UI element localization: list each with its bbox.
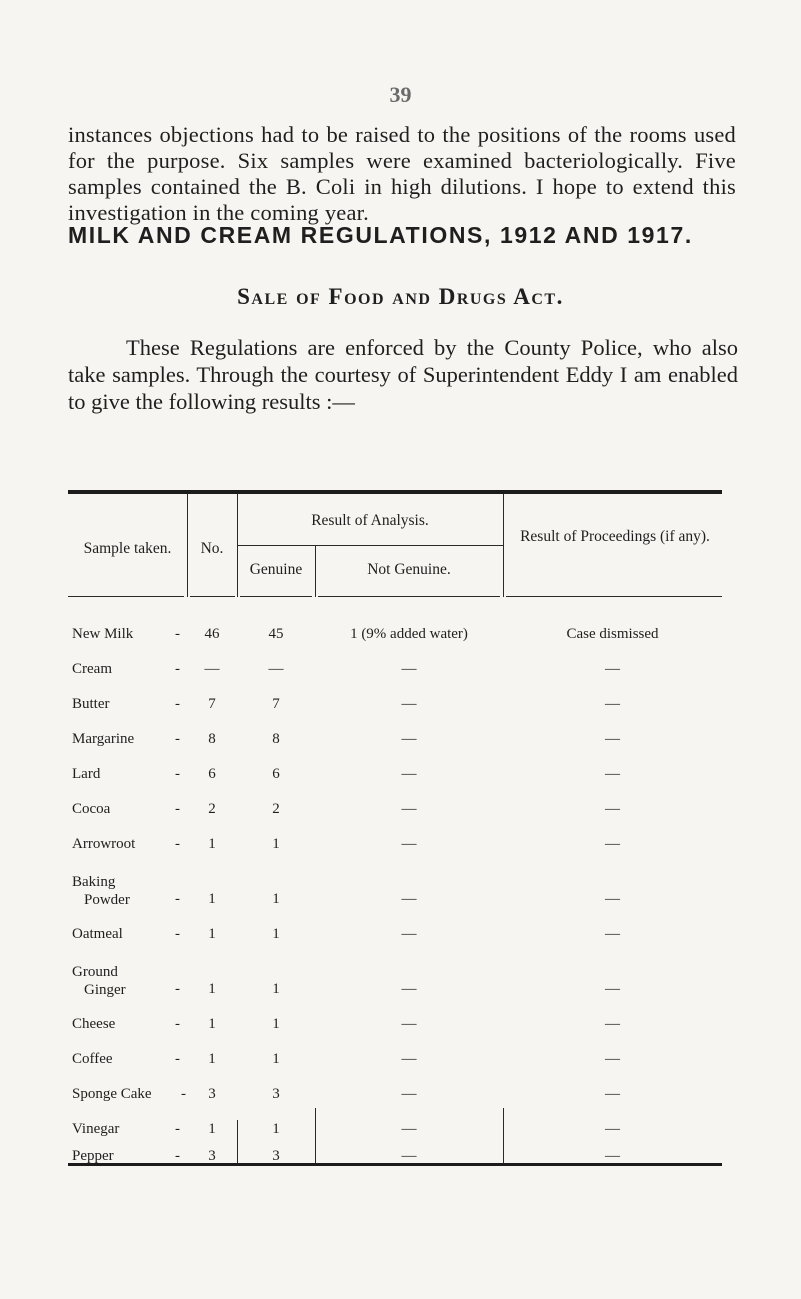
header-result-of-analysis: Result of Analysis. (311, 512, 429, 529)
proceedings-cell: Case dismissed (566, 626, 659, 642)
table-row: Margarine - 8 8 — — (68, 731, 722, 751)
not-genuine-cell: — (401, 981, 417, 997)
header-bottom-rule (506, 596, 722, 597)
table-row: Cocoa - 2 2 — — (68, 801, 722, 821)
genuine-cell: 1 (272, 1051, 280, 1067)
not-genuine-cell: — (401, 661, 417, 677)
not-genuine-cell: — (401, 1148, 417, 1164)
proceedings-cell: — (605, 1148, 620, 1164)
section-heading: MILK AND CREAM REGULATIONS, 1912 AND 1917. (68, 222, 693, 248)
genuine-cell: 45 (268, 626, 284, 642)
not-genuine-cell: — (401, 766, 417, 782)
proceedings-cell: — (605, 1121, 620, 1137)
not-genuine-cell: — (401, 1086, 417, 1102)
genuine-cell: 1 (272, 926, 280, 942)
genuine-cell: 7 (272, 696, 280, 712)
table-row: Oatmeal - 1 1 — — (68, 926, 722, 946)
header-genuine: Genuine (249, 561, 303, 578)
proceedings-cell: — (605, 731, 620, 747)
not-genuine-cell: — (401, 926, 417, 942)
sample-name: Vinegar (72, 1121, 120, 1137)
sample-name: Oatmeal (72, 926, 123, 942)
genuine-cell: 8 (272, 731, 280, 747)
not-genuine-cell: — (401, 836, 417, 852)
table-top-rule (68, 490, 722, 494)
proceedings-cell: — (605, 1016, 620, 1032)
count-cell: 3 (208, 1086, 216, 1102)
count-cell: — (204, 661, 220, 677)
count-cell: 7 (208, 696, 216, 712)
count-cell: 1 (208, 1016, 216, 1032)
sample-name: Lard (72, 766, 101, 782)
count-cell: 1 (208, 836, 216, 852)
not-genuine-cell: 1 (9% added water) (350, 626, 468, 642)
not-genuine-cell: — (401, 801, 417, 817)
genuine-cell: 3 (272, 1086, 280, 1102)
sample-name: Coffee (72, 1051, 113, 1067)
table-row: Coffee - 1 1 — — (68, 1051, 722, 1071)
table-row: Butter - 7 7 — — (68, 696, 722, 716)
header-bottom-rule (190, 596, 235, 597)
sample-name: Butter (72, 696, 110, 712)
proceedings-cell: — (605, 801, 620, 817)
table-row: Cheese - 1 1 — — (68, 1016, 722, 1036)
body-paragraph: These Regulations are enforced by the County Police, who also take samples. Through the courtesy of Superintendent Eddy I am enabled to give the following results :— (68, 335, 738, 414)
genuine-cell: 1 (272, 981, 280, 997)
table-row: Lard - 6 6 — — (68, 766, 722, 786)
proceedings-cell: — (605, 766, 620, 782)
genuine-cell: — (268, 661, 284, 677)
header-bottom-rule (240, 596, 312, 597)
genuine-cell: 6 (272, 766, 280, 782)
proceedings-cell: — (605, 1086, 620, 1102)
count-cell: 3 (208, 1148, 216, 1164)
count-cell: 1 (208, 926, 216, 942)
not-genuine-cell: — (401, 1121, 417, 1137)
intro-paragraph: instances objections had to be raised to the positions of the rooms used for the purpose. Six samples were examined bacteriologically. Five samples contained the B. Coli in high dilutions. I hope to extend this investigation in the coming year. (68, 122, 736, 225)
sample-name: Pepper (72, 1148, 114, 1164)
count-cell: 1 (208, 891, 216, 907)
table-row: Ground Ginger - 1 1 — — (68, 981, 722, 1001)
genuine-cell: 3 (272, 1148, 280, 1164)
group-header-rule (237, 545, 503, 546)
header-sample-taken: Sample taken. (83, 540, 172, 557)
table-row: Cream - — — — — (68, 661, 722, 681)
header-not-genuine: Not Genuine. (367, 561, 451, 578)
proceedings-cell: — (605, 1051, 620, 1067)
table-row: New Milk - 46 45 1 (9% added water) Case dismissed (68, 626, 722, 646)
sample-name: Margarine (72, 731, 135, 747)
proceedings-cell: — (605, 981, 620, 997)
genuine-cell: 2 (272, 801, 280, 817)
proceedings-cell: — (605, 696, 620, 712)
sample-name: Ground Ginger (72, 964, 126, 998)
section-subheading: Sale of Food and Drugs Act. (237, 284, 564, 309)
proceedings-cell: — (605, 661, 620, 677)
genuine-cell: 1 (272, 891, 280, 907)
sample-name: New Milk (72, 626, 134, 642)
not-genuine-cell: — (401, 1051, 417, 1067)
count-cell: 1 (208, 981, 216, 997)
page-number: 39 (389, 82, 412, 107)
count-cell: 46 (204, 626, 220, 642)
not-genuine-cell: — (401, 731, 417, 747)
table-row: Pepper - 3 3 — — (68, 1148, 722, 1168)
proceedings-cell: — (605, 891, 620, 907)
count-cell: 6 (208, 766, 216, 782)
proceedings-cell: — (605, 926, 620, 942)
genuine-cell: 1 (272, 1121, 280, 1137)
header-result-of-proceedings: Result of Proceedings (if any). (520, 528, 710, 545)
sample-name: Baking Powder (72, 874, 130, 908)
table-row: Sponge Cake - 3 3 — — (68, 1086, 722, 1106)
column-line (503, 494, 504, 597)
not-genuine-cell: — (401, 696, 417, 712)
count-cell: 8 (208, 731, 216, 747)
sample-name: Sponge Cake (72, 1086, 152, 1102)
count-cell: 1 (208, 1121, 216, 1137)
sample-name: Cream (72, 661, 112, 677)
genuine-cell: 1 (272, 1016, 280, 1032)
header-no: No. (200, 540, 224, 557)
table-row: Arrowroot - 1 1 — — (68, 836, 722, 856)
count-cell: 2 (208, 801, 216, 817)
proceedings-cell: — (605, 836, 620, 852)
sample-name: Cheese (72, 1016, 116, 1032)
table-row: Baking Powder - 1 1 — — (68, 891, 722, 911)
count-cell: 1 (208, 1051, 216, 1067)
header-bottom-rule (68, 596, 184, 597)
sample-name: Cocoa (72, 801, 111, 817)
genuine-cell: 1 (272, 836, 280, 852)
table-row: Vinegar - 1 1 — — (68, 1121, 722, 1141)
header-bottom-rule (318, 596, 500, 597)
not-genuine-cell: — (401, 1016, 417, 1032)
sample-name: Arrowroot (72, 836, 136, 852)
not-genuine-cell: — (401, 891, 417, 907)
